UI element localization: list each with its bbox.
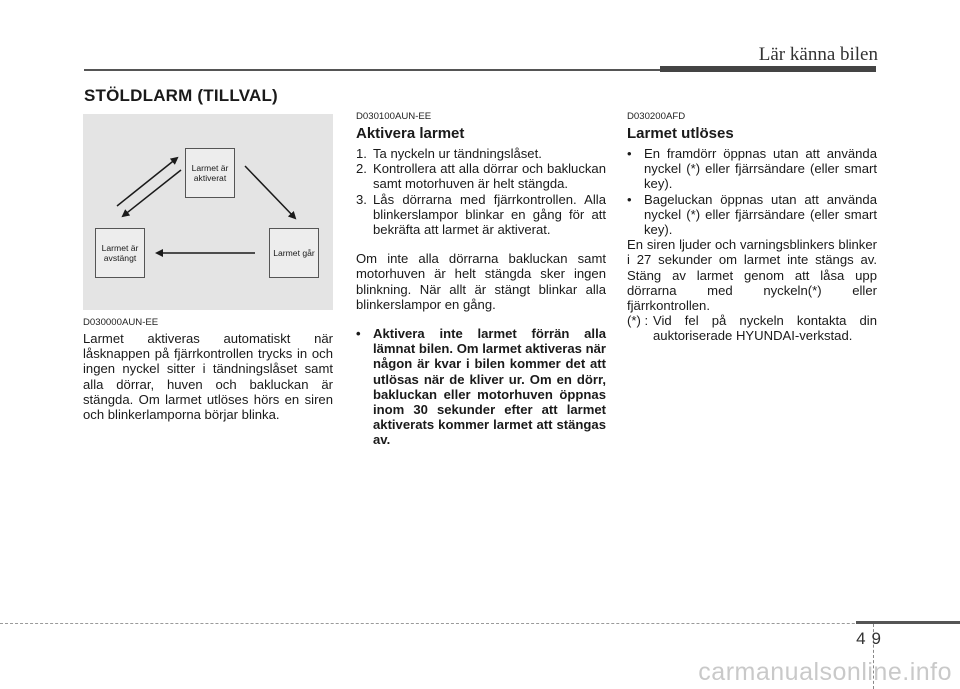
column-1 xyxy=(83,110,333,422)
arrow-activated-to-triggered xyxy=(245,166,295,218)
activation-paragraph: Om inte alla dörrarna bakluckan samt motorhuven är helt stängda sker ingen blinkning. När allt är stängt blinkar alla blinkerslampor en gång. xyxy=(356,251,606,312)
step-text: Kontrollera att alla dörrar och bakluckan samt motorhuven är helt stängda. xyxy=(373,161,606,192)
heading-alarm-triggered: Larmet utlöses xyxy=(627,125,734,142)
heading-activate-alarm: Aktivera larmet xyxy=(356,125,465,142)
watermark: carmanualsonline.info xyxy=(698,658,952,686)
state-disarmed-box: Larmet är avstängt xyxy=(95,228,145,278)
list-item xyxy=(356,192,606,238)
section-title: STÖLDLARM (TILLVAL) xyxy=(84,86,278,105)
footnote xyxy=(627,313,877,343)
section-code-activate: D030100AUN-EE xyxy=(356,111,432,122)
bullet-icon: • xyxy=(627,191,632,207)
activation-steps xyxy=(356,146,606,237)
warning-item xyxy=(356,326,606,448)
step-text: Lås dörrarna med fjärrkontrollen. Alla blinkerslampor blinkar en gång för att bekräfta att larmet är aktiverat. xyxy=(373,191,606,238)
warning-text: Aktivera inte larmet förrän alla lämnat bilen. Om larmet aktiveras när någon är kvar i bilen kommer det att utlösas när de kliver ur. Om en dörr, bakluckan eller motorhuven öppnas inom 30 sekunder efter att larmet aktiverats kommer larmet att stängas av. xyxy=(373,326,606,448)
warning-list xyxy=(356,326,606,448)
footer-rule xyxy=(0,623,960,624)
chapter-title: Lär känna bilen xyxy=(758,44,878,65)
list-item xyxy=(627,192,877,238)
column-3 xyxy=(627,110,877,344)
arrow-disarmed-to-activated xyxy=(117,158,177,206)
header-rule-accent xyxy=(660,66,876,72)
figure-code: D030000AUN-EE xyxy=(83,317,159,328)
footnote-text: Vid fel på nyckeln kontakta din auktoriserade HYUNDAI-verkstad. xyxy=(653,313,877,344)
list-item-text: Bageluckan öppnas utan att använda nyckel (*) eller fjärrsändare (eller smart key). xyxy=(644,191,877,238)
state-activated-box: Larmet är aktiverat xyxy=(185,148,235,198)
trigger-paragraph: En siren ljuder och varningsblinkers blinker i 27 sekunder om larmet inte stängs av. Stäng av larmet genom att låsa upp dörrarna med nyckeln(*) eller fjärrkontrollen. xyxy=(627,237,877,314)
footer-rule-accent xyxy=(856,621,960,624)
page-number: 49 xyxy=(856,629,887,648)
step-text: Ta nyckeln ur tändningslåset. xyxy=(373,146,542,161)
list-item xyxy=(356,161,606,191)
step-number: 3. xyxy=(356,191,367,207)
intro-paragraph: Larmet aktiveras automatiskt när låsknappen på fjärrkontrollen trycks in och ingen nyckel sitter i tändningslåset samt alla dörrar, huven och bakluckan är stängda. Om larmet utlöses hörs en siren och blinkerlamporna börjar blinka. xyxy=(83,331,333,423)
bullet-icon: • xyxy=(356,326,361,342)
step-number: 1. xyxy=(356,146,367,161)
list-item xyxy=(627,146,877,192)
state-triggered-box: Larmet går xyxy=(269,228,319,278)
arrow-activated-to-disarmed xyxy=(123,170,181,216)
column-2 xyxy=(356,110,606,448)
trigger-conditions-list xyxy=(627,146,877,237)
alarm-state-diagram xyxy=(83,114,333,310)
section-code-trigger: D030200AFD xyxy=(627,111,686,122)
step-number: 2. xyxy=(356,161,367,177)
footnote-mark: (*) : xyxy=(627,313,649,329)
diagram-arrows xyxy=(83,114,333,310)
list-item-text: En framdörr öppnas utan att använda nyckel (*) eller fjärrsändare (eller smart key). xyxy=(644,146,877,192)
bullet-icon: • xyxy=(627,146,632,161)
list-item xyxy=(356,146,606,161)
